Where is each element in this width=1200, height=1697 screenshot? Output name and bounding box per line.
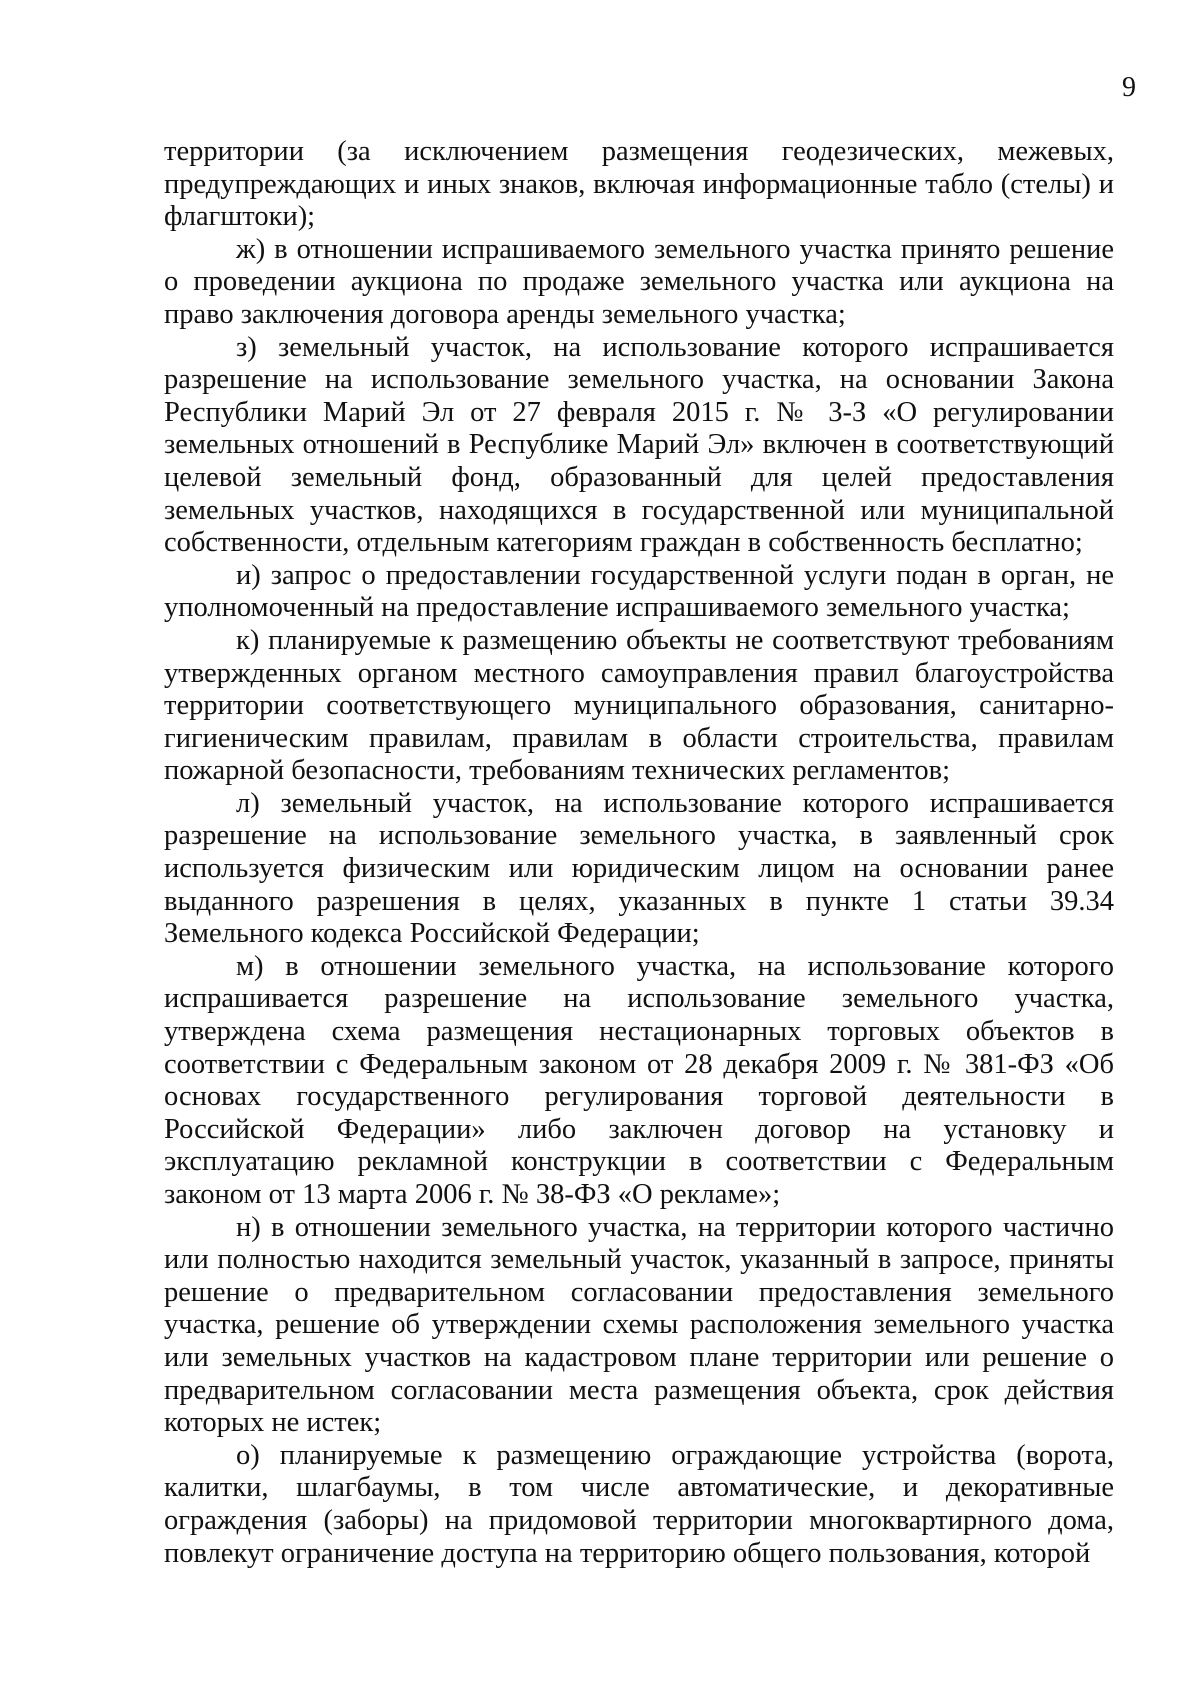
paragraph-item-zh: ж) в отношении испрашиваемого земельного участка принято решение о проведении аукциона по продаже земельного участка или аукциона на право заключения договора аренды земельного участка; (164, 233, 1114, 330)
paragraph-item-z: з) земельный участок, на использование которого испрашивается разрешение на использование земельного участка, на основании Закона Республики Марий Эл от 27 февраля 2015 г. № 3-З «О регулировании земельных отношений в Республике Марий Эл» включен в соответствующий целевой земельный фонд, образованный для целей предоставления земельных участков, находящихся в государственной или муниципальной собственности, отдельным категориям граждан в собственность бесплатно; (164, 331, 1114, 559)
paragraph-item-m: м) в отношении земельного участка, на использование которого испрашивается разрешение на использование земельного участка, утверждена схема размещения нестационарных торговых объектов в соответствии с Федеральным законом от 28 декабря 2009 г. № 381-ФЗ «Об основах государственного регулирования торговой деятельности в Российской Федерации» либо заключен договор на установку и эксплуатацию рекламной конструкции в соответствии с Федеральным законом от 13 марта 2006 г. № 38-ФЗ «О рекламе»; (164, 950, 1114, 1210)
paragraph-item-k: к) планируемые к размещению объекты не соответствуют требованиям утвержденных органом местного самоуправления правил благоустройства территории соответствующего муниципального образования, санитарно-гигиеническим правилам, правилам в области строительства, правилам пожарной безопасности, требованиям технических регламентов; (164, 624, 1114, 787)
paragraph-continuation: территории (за исключением размещения геодезических, межевых, предупреждающих и иных знаков, включая информационные табло (стелы) и флагштоки); (164, 136, 1114, 233)
paragraph-item-n: н) в отношении земельного участка, на территории которого частично или полностью находится земельный участок, указанный в запросе, приняты решение о предварительном согласовании предоставления земельного участка, решение об утверждении схемы расположения земельного участка или земельных участков на кадастровом плане территории или решение о предварительном согласовании места размещения объекта, срок действия которых не истек; (164, 1211, 1114, 1439)
paragraph-item-o: о) планируемые к размещению ограждающие устройства (ворота, калитки, шлагбаумы, в том числе автоматические, и декоративные ограждения (заборы) на придомовой территории многоквартирного дома, повлекут ограничение доступа на территорию общего пользования, которой (164, 1439, 1114, 1569)
page-number: 9 (1122, 72, 1136, 103)
document-body (164, 136, 1114, 1570)
paragraph-item-l: л) земельный участок, на использование которого испрашивается разрешение на использование земельного участка, в заявленный срок используется физическим или юридическим лицом на основании ранее выданного разрешения в целях, указанных в пункте 1 статьи 39.34 Земельного кодекса Российской Федерации; (164, 787, 1114, 950)
paragraph-item-i: и) запрос о предоставлении государственной услуги подан в орган, не уполномоченный на предоставление испрашиваемого земельного участка; (164, 559, 1114, 624)
